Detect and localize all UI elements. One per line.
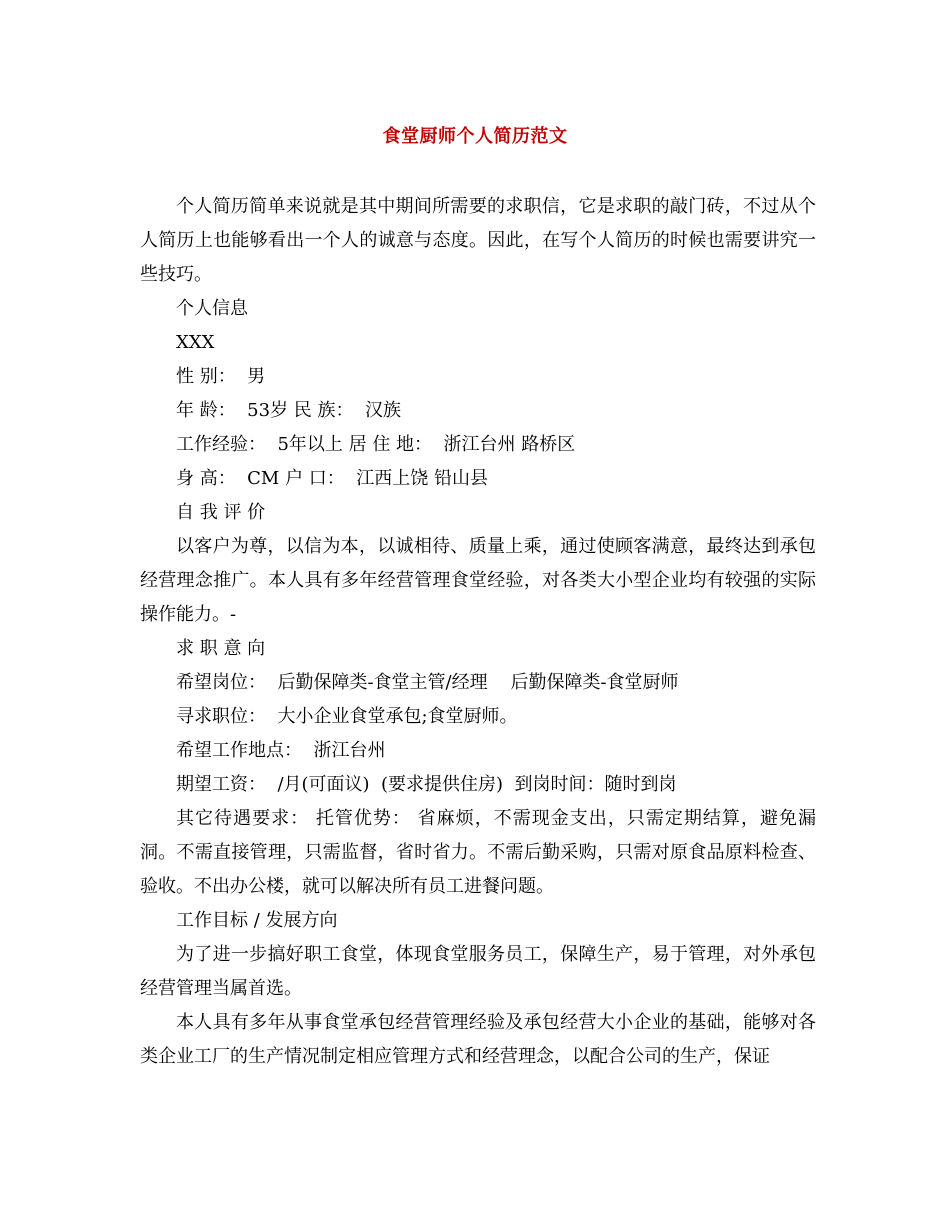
desired-position-line: 希望岗位： 后勤保障类-食堂主管/经理 后勤保障类-食堂厨师 xyxy=(176,672,679,693)
other-benefits-paragraph: 其它待遇要求： 托管优势： 省麻烦，不需现金支出，只需定期结算，避免漏洞。不需直接管理，只需监督，省时省力。不需后勤采购，只需对原食品原料检查、验收。不出办公楼，就可以解决所有员工进餐问题。 xyxy=(140,808,816,897)
age-line: 年 龄： 53岁 民 族： 汉族 xyxy=(176,400,401,421)
salary-line: 期望工资： /月(可面议) (要求提供住房) 到岗时间：随时到岗 xyxy=(176,774,677,795)
personal-info-heading: 个人信息 xyxy=(176,298,248,319)
experience-line: 工作经验： 5年以上 居 住 地： 浙江台州 路桥区 xyxy=(176,434,576,455)
document-body xyxy=(140,190,816,1074)
job-intention-heading: 求 职 意 向 xyxy=(176,638,266,659)
sought-position-line: 寻求职位： 大小企业食堂承包;食堂厨师。 xyxy=(176,706,518,727)
name-line: XXX xyxy=(176,332,215,353)
height-line: 身 高： CM 户 口： 江西上饶 铅山县 xyxy=(176,468,488,489)
goals-paragraph-2: 本人具有多年从事食堂承包经营管理经验及承包经营大小企业的基础，能够对各类企业工厂的生产情况制定相应管理方式和经营理念，以配合公司的生产，保证 xyxy=(140,1012,816,1067)
intro-paragraph: 个人简历简单来说就是其中期间所需要的求职信，它是求职的敲门砖，不过从个人简历上也能够看出一个人的诚意与态度。因此，在写个人简历的时候也需要讲究一些技巧。 xyxy=(140,196,816,285)
self-evaluation-heading: 自 我 评 价 xyxy=(176,502,266,523)
goals-paragraph-1: 为了进一步搞好职工食堂，体现食堂服务员工，保障生产，易于管理，对外承包经营管理当属首选。 xyxy=(140,944,816,999)
work-location-line: 希望工作地点： 浙江台州 xyxy=(176,740,386,761)
gender-line: 性 别： 男 xyxy=(176,366,266,387)
self-evaluation-paragraph: 以客户为尊，以信为本，以诚相待、质量上乘，通过使顾客满意，最终达到承包经营理念推广。本人具有多年经营管理食堂经验，对各类大小型企业均有较强的实际操作能力。- xyxy=(140,536,816,625)
goals-heading: 工作目标 / 发展方向 xyxy=(176,910,338,931)
document-title: 食堂厨师个人简历范文 xyxy=(382,126,568,147)
